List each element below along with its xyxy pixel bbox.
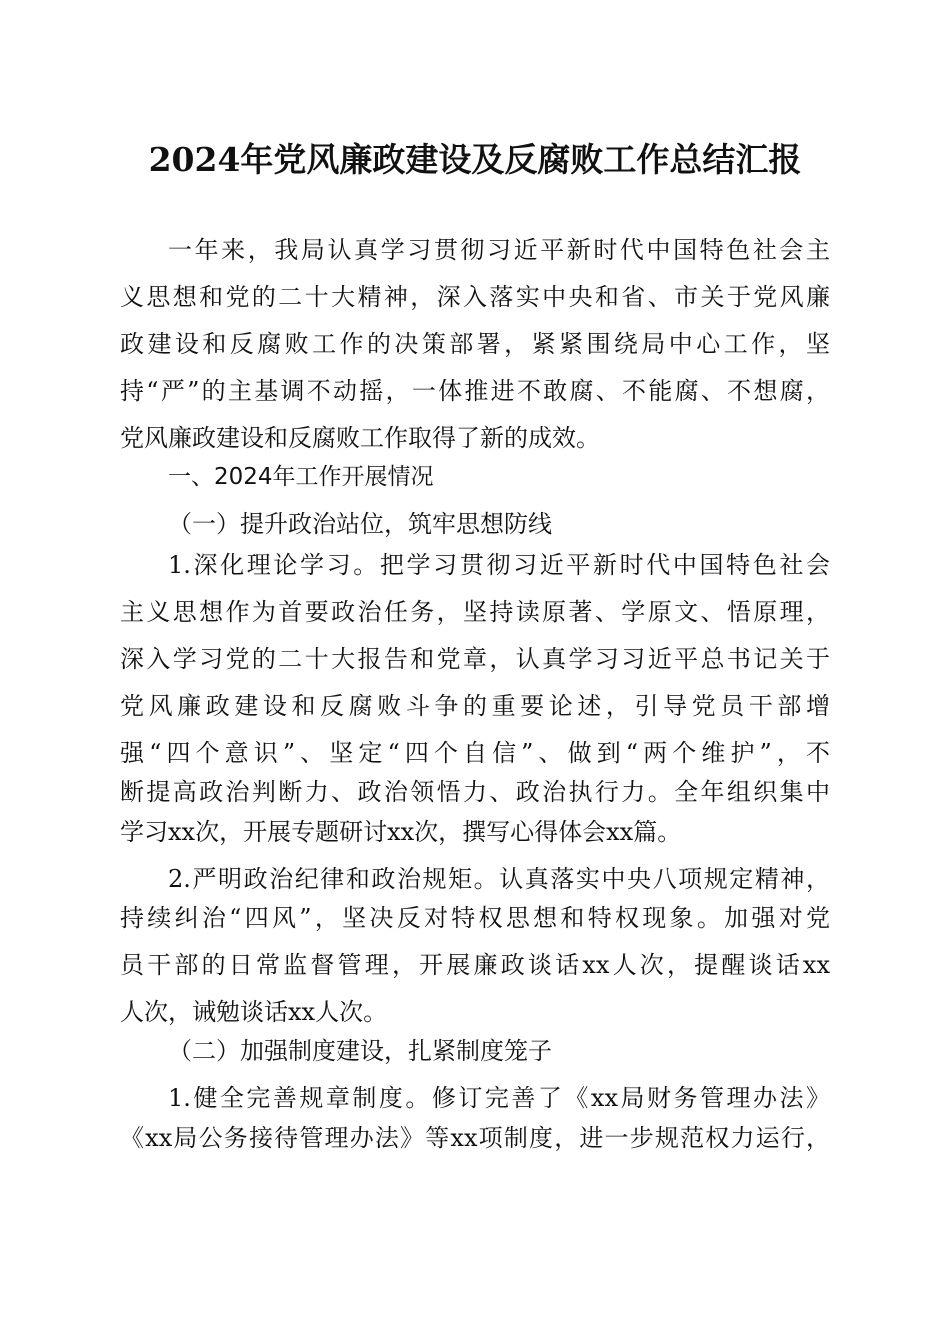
subsection-heading: （二）加强制度建设，扎紧制度笼子 bbox=[168, 1037, 552, 1065]
paragraph-line: 党风廉政建设和反腐败工作取得了新的成效。 bbox=[120, 424, 600, 452]
subsection-heading: （一）提升政治站位，筑牢思想防线 bbox=[168, 510, 552, 538]
paragraph-line: 党风廉政建设和反腐败斗争的重要论述，引导党员干部增 bbox=[120, 692, 830, 720]
paragraph-line: 1.健全完善规章制度。修订完善了《xx局财务管理办法》 bbox=[168, 1084, 830, 1112]
paragraph-line: 学习xx次，开展专题研讨xx次，撰写心得体会xx篇。 bbox=[120, 818, 682, 846]
paragraph-line: 主义思想作为首要政治任务，坚持读原著、学原文、悟原理， bbox=[120, 598, 830, 626]
paragraph-line: 持“严”的主基调不动摇，一体推进不敢腐、不能腐、不想腐， bbox=[120, 377, 830, 405]
paragraph-line: 员干部的日常监督管理，开展廉政谈话xx人次，提醒谈话xx bbox=[120, 951, 830, 979]
document-title: 2024年党风廉政建设及反腐败工作总结汇报 bbox=[148, 140, 802, 179]
paragraph-line: 政建设和反腐败工作的决策部署，紧紧围绕局中心工作，坚 bbox=[120, 330, 830, 358]
paragraph-line: 2.严明政治纪律和政治规矩。认真落实中央八项规定精神， bbox=[168, 865, 830, 893]
section-heading: 一、2024年工作开展情况 bbox=[168, 464, 434, 490]
paragraph-line: 人次，诫勉谈话xx人次。 bbox=[120, 998, 388, 1026]
paragraph-line: 持续纠治“四风”，坚决反对特权思想和特权现象。加强对党 bbox=[120, 904, 830, 932]
paragraph-line: 《xx局公务接待管理办法》等xx项制度，进一步规范权力运行， bbox=[120, 1124, 830, 1152]
paragraph-line: 深入学习党的二十大报告和党章，认真学习习近平总书记关于 bbox=[120, 645, 830, 673]
paragraph-line: 1.深化理论学习。把学习贯彻习近平新时代中国特色社会 bbox=[168, 551, 830, 579]
paragraph-line: 义思想和党的二十大精神，深入落实中央和省、市关于党风廉 bbox=[120, 283, 830, 311]
paragraph-line: 强“四个意识”、坚定“四个自信”、做到“两个维护”，不 bbox=[120, 739, 830, 767]
paragraph-line: 断提高政治判断力、政治领悟力、政治执行力。全年组织集中 bbox=[120, 778, 830, 806]
paragraph-line: 一年来，我局认真学习贯彻习近平新时代中国特色社会主 bbox=[168, 236, 830, 264]
